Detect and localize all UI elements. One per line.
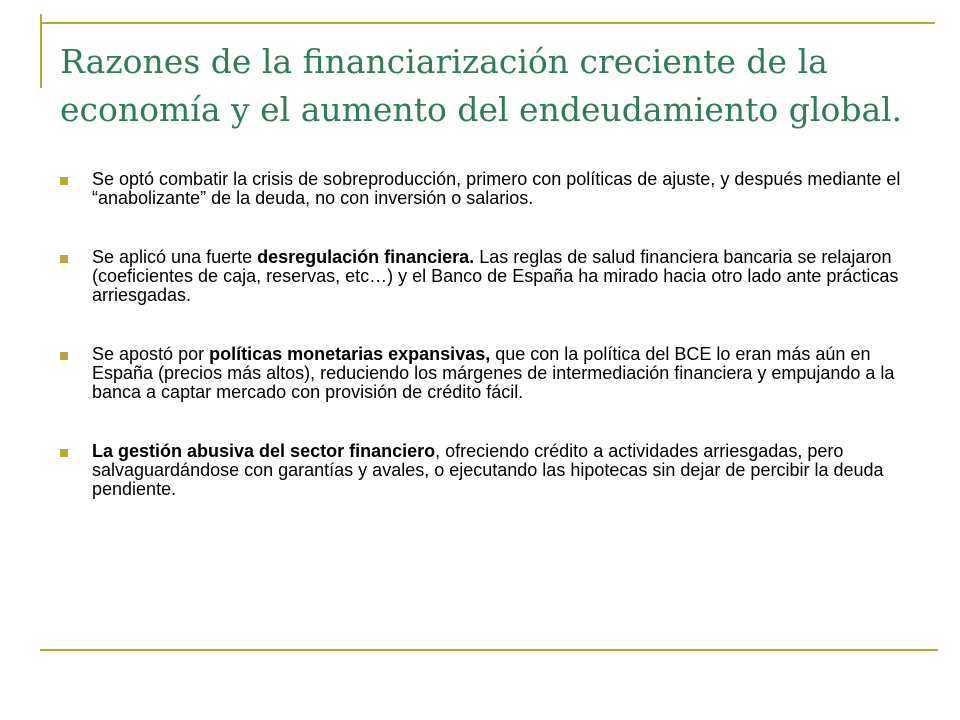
square-bullet-icon [60, 255, 68, 263]
bullet-text-pre: Se apostó por [92, 344, 210, 364]
bullet-text-post: , ofreciendo crédito a actividades arriesgadas, pero salvaguardándose con garantías y avales, o ejecutando las hipotecas sin dejar de percibir la deuda pendiente. [92, 441, 884, 499]
square-bullet-icon [60, 177, 68, 185]
bullet-item [60, 345, 910, 402]
bottom-rule [40, 649, 938, 651]
top-rule [40, 22, 935, 24]
bullet-item [60, 442, 910, 499]
bullet-text-bold: La gestión abusiva del sector financiero [92, 441, 436, 461]
square-bullet-icon [60, 449, 68, 457]
bullet-text-bold: políticas monetarias expansivas, [209, 344, 491, 364]
bullet-item [60, 248, 910, 305]
bullet-text-post: que con la política del BCE lo eran más aún en España (precios más altos), reduciendo los márgenes de intermediación financiera y empujando a la banca a captar mercado con provisión de crédito fácil. [92, 344, 895, 402]
bullet-text-post: Las reglas de salud financiera bancaria se relajaron (coeficientes de caja, reservas, etc…) y el Banco de España ha mirado hacia otro lado ante prácticas arriesgadas. [92, 247, 899, 305]
bullet-text-pre: Se aplicó una fuerte [92, 247, 258, 267]
slide-title: Razones de la financiarización creciente de la economía y el aumento del endeudamiento global. [60, 42, 903, 129]
bullet-text-bold: desregulación financiera. [257, 247, 475, 267]
square-bullet-icon [60, 352, 68, 360]
left-rule [40, 14, 42, 88]
bullet-list [60, 170, 910, 539]
bullet-item [60, 170, 910, 208]
bullet-text-pre: Se optó combatir la crisis de sobreproducción, primero con políticas de ajuste, y después mediante el “anabolizante” de la deuda, no con inversión o salarios. [92, 169, 901, 208]
